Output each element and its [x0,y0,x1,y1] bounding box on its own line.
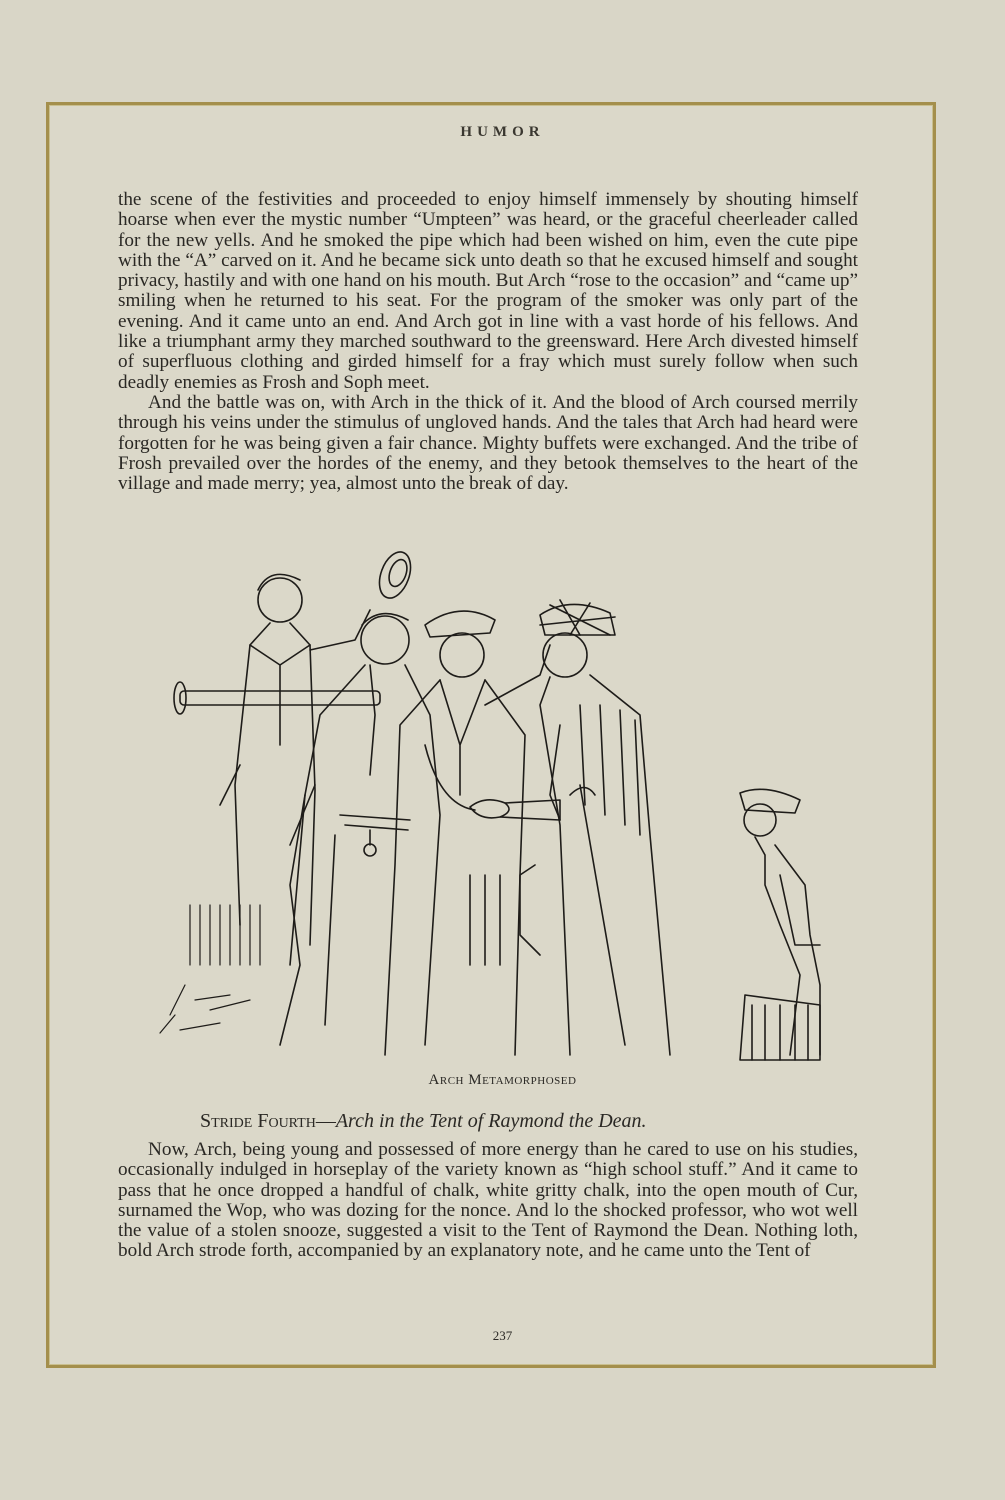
paragraph-3: Now, Arch, being young and possessed of more energy than he cared to use on his studies, occasionally indulged in horseplay of the variety known as “high school stuff.” And it came to pass that he once dropped a handful of chalk, white gritty chalk, into the open mouth of Cur, surnamed the Wop, who was dozing for the nonce. And lo the shocked professor, who wot well the value of a stolen snooze, suggested a visit to the Tent of Raymond the Dean. Nothing loth, bold Arch strode forth, accompanied by an explanatory note, and he came unto the Tent of [118,1139,858,1262]
section-heading-subtitle: Arch in the Tent of Raymond the Dean. [335,1110,647,1132]
fence-rail [174,682,380,714]
top-text-block [118,190,858,494]
paragraph-2: And the battle was on, with Arch in the thick of it. And the blood of Arch coursed merrily through his veins under the stimulus of ungloved hands. And the tales that Arch had heard were forgotten for he was being given a fair chance. Mighty buffets were exchanged. And the tribe of Frosh prevailed over the hordes of the enemy, and they betook themselves to the heart of the village and made merry; yea, almost unto the break of day. [118,391,858,495]
figure-man-torn-shirt [280,614,440,1045]
background-bench [470,865,540,965]
figure-man-straw-hat [385,611,550,1055]
figure-man-plaid-cap [540,600,670,1055]
illustration-caption: Arch Metamorphosed [428,1072,577,1088]
figure-waved-hat [374,548,417,603]
section-heading-prefix: Stride Fourth— [200,1110,336,1132]
ground-strokes [160,905,260,1033]
handshake [470,800,560,820]
paragraph-1: the scene of the festivities and proceeded to enjoy himself immensely by shouting himself hoarse when ever the mystic number “Umpteen” was heard, or the graceful cheerleader called for the new yells. And he smoked the pipe which had been wished on him, even the cute pipe with the “A” carved on it. And he became sick unto death so that he excused himself and sought privacy, hastily and with one hand on his mouth. But Arch “rose to the occasion” and “came up” smiling when he returned to his seat. For the program of the smoker was only part of the evening. And it came unto an end. And Arch got in line with a vast horde of his fellows. And like a triumphant army they marched southward to the greensward. Here Arch divested himself of superfluous clothing and girded himself for a fray which must surely follow when such deadly enemies as Frosh and Soph meet. [118,189,858,393]
page-number: 237 [492,1328,513,1343]
section-heading [200,1110,647,1133]
figure-man-left [220,574,370,945]
bottom-text-block [118,1134,858,1262]
page-header: HUMOR [460,124,545,140]
illustration-arch-metamorphosed [140,545,840,1065]
figure-boy-right [740,789,820,1060]
